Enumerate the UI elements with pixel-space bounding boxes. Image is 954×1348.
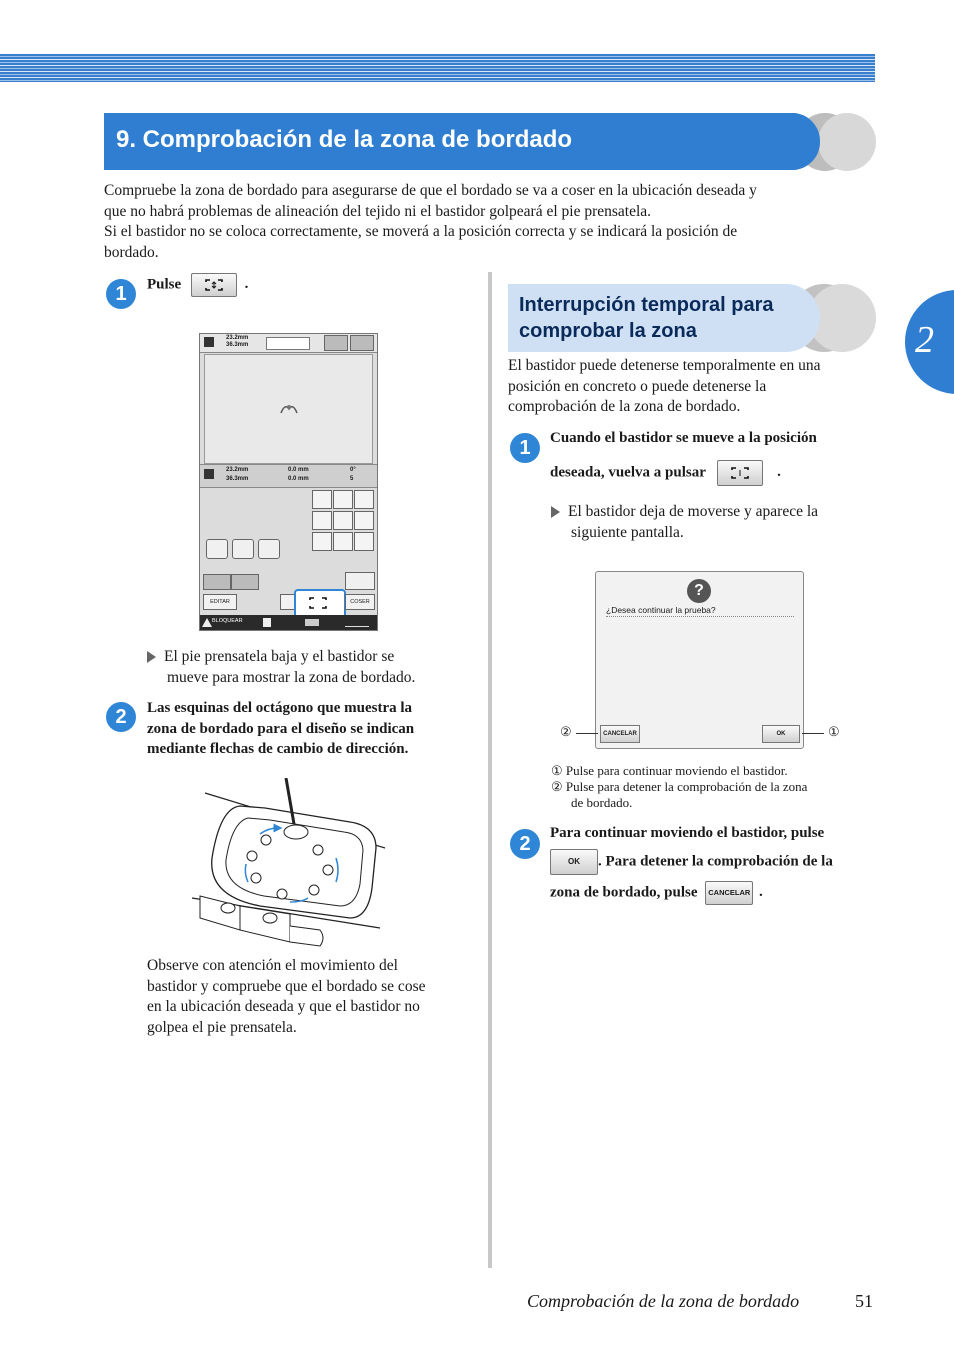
page-number: 51	[855, 1291, 873, 1311]
intro-line: bordado.	[104, 243, 159, 261]
note-1-mark: ①	[551, 763, 563, 778]
result-line: mueve para mostrar la zona de bordado.	[167, 668, 416, 686]
right-step-1-line2	[550, 460, 817, 486]
right-step-2-text: . Para detener la comprobación de la	[598, 853, 833, 870]
stitch-forward-button[interactable]	[231, 574, 259, 590]
right-intro	[508, 356, 878, 418]
right-step-2-instruction	[550, 823, 880, 905]
page-title: 9. Comprobación de la zona de bordado	[116, 126, 573, 153]
right-result-text: El bastidor deja de moverse y aparece la	[568, 503, 819, 520]
callout-1-line	[802, 733, 824, 734]
arrow-left-button[interactable]	[312, 511, 332, 530]
info-dims-w: 23.2mm	[226, 467, 249, 473]
edit-button[interactable]: EDITAR	[203, 594, 237, 610]
observe-line: Observe con atención el movimiento del	[147, 957, 398, 974]
intro-line: que no habrá problemas de alineación del tejido ni el bastidor golpeará el pie prensatela.	[104, 202, 652, 220]
note-2-mark: ②	[551, 779, 563, 794]
step-2-instruction	[147, 698, 414, 760]
result-line	[147, 647, 477, 668]
step-1-marker: 1	[106, 279, 136, 309]
subheading-title	[519, 292, 774, 344]
dialog-separator	[606, 616, 794, 617]
right-step-1-result	[551, 502, 871, 543]
screen-info-bar	[200, 464, 377, 488]
area-check-button-icon[interactable]	[717, 460, 763, 486]
right-step-2-marker: 2	[510, 829, 540, 859]
machine-screen	[199, 333, 378, 631]
intro-line: Compruebe la zona de bordado para asegurarse de que el bordado se va a coser en la ubicación deseada y	[104, 182, 757, 199]
warning-icon	[202, 618, 212, 627]
column-divider	[488, 272, 492, 1268]
callout-2-line	[576, 733, 598, 734]
thread-button[interactable]	[345, 572, 375, 590]
right-step-2-line: Para continuar moviendo el bastidor, pulse	[550, 825, 825, 841]
intro-line: Si el bastidor no se coloca correctamente, se moverá a la posición correcta y se indicará la posición de	[104, 223, 738, 241]
note-2-cont: de bordado.	[571, 795, 633, 810]
footer-title: Comprobación de la zona de bordado	[527, 1291, 800, 1311]
bobbin-icon	[305, 619, 319, 626]
frame-info-icon	[204, 469, 214, 479]
shield-button[interactable]	[258, 539, 280, 559]
dialog-ok-button[interactable]: OK	[762, 725, 800, 743]
cancel-button-icon[interactable]: CANCELAR	[705, 881, 753, 905]
bullet-triangle-icon	[551, 506, 560, 518]
screen-dims-w: 23.2mm	[226, 335, 249, 341]
frame-select-icon[interactable]	[266, 337, 310, 350]
dialog-notes	[551, 763, 881, 811]
rotate-button[interactable]	[206, 539, 228, 559]
callout-1: ①	[828, 724, 840, 739]
info-dims-h: 36.3mm	[226, 476, 249, 482]
embroidery-preview	[204, 354, 373, 464]
lock-button[interactable]: BLOQUEAR	[212, 618, 243, 624]
right-intro-line: comprobación de la zona de bordado.	[508, 398, 741, 416]
camera-icon[interactable]	[324, 335, 348, 351]
center-button[interactable]	[333, 511, 353, 530]
question-icon: ?	[687, 579, 711, 603]
step-1-result	[147, 647, 477, 688]
arrow-pad	[310, 488, 376, 552]
dialog-question: ¿Desea continuar la prueba?	[606, 605, 716, 615]
bullet-triangle-icon	[147, 651, 156, 663]
info-pos-x: 0.0 mm	[288, 467, 309, 473]
arrow-up-left-button[interactable]	[312, 490, 332, 509]
area-check-button-icon[interactable]	[191, 273, 237, 297]
step-1-instruction	[147, 273, 248, 297]
right-step-1-period: .	[777, 464, 781, 481]
step-2-line: mediante flechas de cambio de dirección.	[147, 741, 409, 757]
step-2-line: Las esquinas del octágono que muestra la	[147, 700, 413, 716]
frame-size-icon	[204, 337, 214, 347]
right-result-line: siguiente pantalla.	[571, 523, 684, 541]
sew-button[interactable]: COSER	[345, 594, 375, 610]
info-count: 5	[350, 476, 354, 482]
dialog-cancel-button[interactable]: CANCELAR	[600, 725, 640, 743]
right-step-2-line2	[550, 849, 880, 875]
arrow-down-button[interactable]	[333, 532, 353, 551]
observe-paragraph	[147, 956, 477, 1038]
right-result-line	[551, 502, 871, 523]
arrow-up-right-button[interactable]	[354, 490, 374, 509]
observe-line: bastidor y compruebe que el bordado se cose	[147, 977, 426, 995]
right-step-1-marker: 1	[510, 433, 540, 463]
right-step-1-text: deseada, vuelva a pulsar	[550, 464, 706, 481]
title-deco-circle-2	[818, 113, 876, 171]
note-2	[551, 779, 881, 795]
callout-2: ②	[560, 724, 572, 739]
step-1-label: Pulse	[147, 276, 182, 293]
document-icon	[263, 618, 271, 627]
arrow-right-button[interactable]	[354, 511, 374, 530]
arrow-down-left-button[interactable]	[312, 532, 332, 551]
observe-line: golpea el pie prensatela.	[147, 1018, 297, 1036]
design-preview-icon	[279, 401, 299, 415]
step-1-period: .	[244, 276, 249, 293]
step-2-marker: 2	[106, 702, 136, 732]
info-angle: 0°	[350, 467, 356, 473]
right-step-2-text2: zona de bordado, pulse	[550, 884, 698, 901]
confirm-dialog	[595, 571, 804, 749]
screen-bottom-strip	[200, 615, 377, 630]
intro-paragraph	[104, 181, 884, 263]
trial-button[interactable]	[232, 539, 254, 559]
tension-icon	[345, 619, 369, 627]
note-1-text: Pulse para continuar moviendo el bastidor.	[565, 763, 788, 778]
observe-line: en la ubicación deseada y que el bastidor no	[147, 998, 420, 1016]
arrow-down-right-button[interactable]	[354, 532, 374, 551]
arrow-up-button[interactable]	[333, 490, 353, 509]
step-2-line: zona de bordado para el diseño se indican	[147, 720, 415, 737]
home-icon[interactable]	[350, 335, 374, 351]
screen-top-toolbar	[200, 334, 377, 353]
info-pos-y: 0.0 mm	[288, 476, 309, 482]
subheading-line: Interrupción temporal para	[519, 294, 774, 316]
right-step-2-line3	[550, 881, 880, 905]
note-1	[551, 763, 881, 779]
right-intro-line: El bastidor puede detenerse temporalmente en una	[508, 357, 821, 374]
chapter-number: 2	[915, 319, 934, 361]
ok-button-icon[interactable]: OK	[550, 849, 598, 875]
note-2-text: Pulse para detener la comprobación de la zona	[565, 779, 808, 794]
screen-dims-h: 36.3mm	[226, 342, 249, 348]
right-step-1-line: Cuando el bastidor se mueve a la posición	[550, 430, 817, 446]
right-step-1-instruction	[550, 428, 817, 486]
right-intro-line: posición en concreto o puede detenerse la	[508, 377, 767, 395]
result-text: El pie prensatela baja y el bastidor se	[164, 648, 395, 665]
subheading-line: comprobar la zona	[519, 320, 697, 342]
hoop-illustration	[190, 778, 390, 948]
header-band	[0, 54, 875, 82]
right-step-2-period: .	[759, 884, 763, 901]
stitch-back-button[interactable]	[203, 574, 231, 590]
